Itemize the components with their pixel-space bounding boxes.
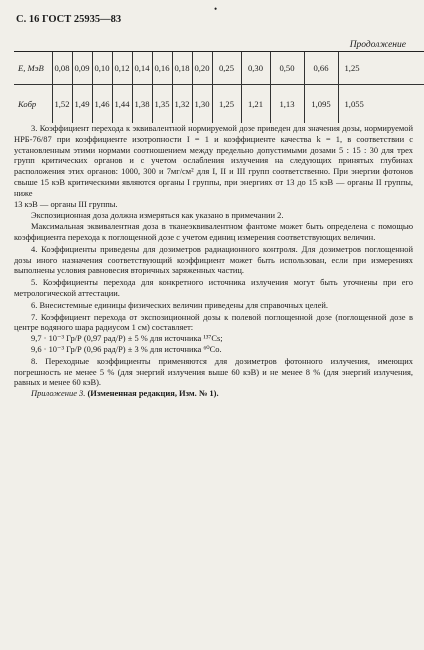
table-cell: 0,30 xyxy=(241,52,270,85)
note-8: 8. Переходные коэффициенты применяются для дозиметров фотонного излучения, имеющих погрешность не менее 5 % (для энергий излучения выше 60 кэВ) и не менее 8 % (для энергий излучения, равных и менее 60 кэВ). xyxy=(14,355,413,388)
note-4: 4. Коэффициенты приведены для дозиметров радиационного контроля. Для дозиметров поглощенной дозы иного назначения соответствующий коэффициент может быть использован, если при измерениях выполнены условия равновесия вторичных заряженных частиц. xyxy=(14,243,413,276)
note-7: 7. Коэффициент перехода от экспозиционной дозы к полевой поглощенной дозе (поглощенной дозе в центре водяного шара радиусом 1 см) составляет: xyxy=(14,311,413,333)
table-cell: 1,13 xyxy=(270,85,304,124)
table-cell: 0,12 xyxy=(112,52,132,85)
table-cell: 0,08 xyxy=(52,52,72,85)
table-cell: 1,52 xyxy=(52,85,72,124)
note-5: 5. Коэффициенты перехода для конкретного источника излучения могут быть уточнены при его метрологической аттестации. xyxy=(14,277,413,298)
table-cell: 1,25 xyxy=(212,85,241,124)
exposure-dose-note: Экспозиционная доза должна измеряться как указано в примечании 2. xyxy=(31,210,284,221)
amendment-edition-label: (Измененная редакция, Изм. № 1). xyxy=(87,388,219,399)
page-header: С. 16 ГОСТ 25935—83 xyxy=(16,14,122,25)
table-cell: 0,50 xyxy=(270,52,304,85)
note-3: 3. Коэффициент перехода к эквивалентной нормируемой дозе приведен для значения дозы, нормируемой НРБ-76/87 при коэффициенте изотропности I = 1 и коэффициенте качества k = 1, в соответствии с установленным этими нормами соотношением между предельно допустимыми дозами 5 : 15 : 30 для трех групп критических органов и с учетом ослабления излучения на следующих принятых глубинах расположения этих органов: 1000, 300 и 7мг/см² для I, II и III групп соответственно. При энергии фотонов свыше 15 кэВ критическими являются органы I группы, при энергиях от 13 до 15 кэВ — органы II группы, ниже xyxy=(14,123,413,198)
table-cell: 1,095 xyxy=(304,85,338,124)
table-cell: 1,35 xyxy=(152,85,172,124)
table-cell: 0,18 xyxy=(172,52,192,85)
table-cell: 1,25 xyxy=(338,52,424,85)
table-cell: 1,055 xyxy=(338,85,424,124)
table-cell: 0,16 xyxy=(152,52,172,85)
formula-cs137: 9,7 · 10⁻³ Гр/Р (0,97 рад/Р) ± 5 % для источника ¹³⁷Cs; xyxy=(31,333,223,344)
note-6: 6. Внесистемные единицы физических величин приведены для справочных целей. xyxy=(31,299,329,310)
table-cell: 1,44 xyxy=(112,85,132,124)
table-cell: 1,46 xyxy=(92,85,112,124)
table-row-energy xyxy=(14,52,424,85)
row-label-coefficient: Кобр xyxy=(14,85,52,124)
max-dose-note: Максимальная эквивалентная доза в тканеэквивалентном фантоме может быть определена с помощью коэффициента перехода к поглощенной дозе с учетом единиц измерения соответствующих величин. xyxy=(14,221,413,242)
scan-speck: • xyxy=(214,4,218,14)
table-cell: 1,38 xyxy=(132,85,152,124)
amendment-note xyxy=(14,388,413,399)
table-cell: 1,32 xyxy=(172,85,192,124)
table-cell: 0,20 xyxy=(192,52,212,85)
table-row-coefficient xyxy=(14,85,424,124)
note-3-tail: 13 кэВ — органы III группы. xyxy=(14,198,118,209)
table-cell: 0,14 xyxy=(132,52,152,85)
row-label-energy: E, МэВ xyxy=(14,52,52,85)
table-cell: 0,25 xyxy=(212,52,241,85)
conversion-table xyxy=(14,51,424,123)
formula-co60: 9,6 · 10⁻³ Гр/Р (0,96 рад/Р) ± 3 % для источника ⁶⁰Co. xyxy=(31,343,222,354)
table-cell: 1,30 xyxy=(192,85,212,124)
table-cell: 0,10 xyxy=(92,52,112,85)
table-cell: 1,21 xyxy=(241,85,270,124)
table-cell: 0,66 xyxy=(304,52,338,85)
notes-text xyxy=(14,123,413,399)
table-cell: 1,49 xyxy=(72,85,92,124)
table-continuation-label: Продолжение xyxy=(349,40,406,50)
table-cell: 0,09 xyxy=(72,52,92,85)
amendment-appendix-label: Приложение 3. xyxy=(31,388,86,399)
